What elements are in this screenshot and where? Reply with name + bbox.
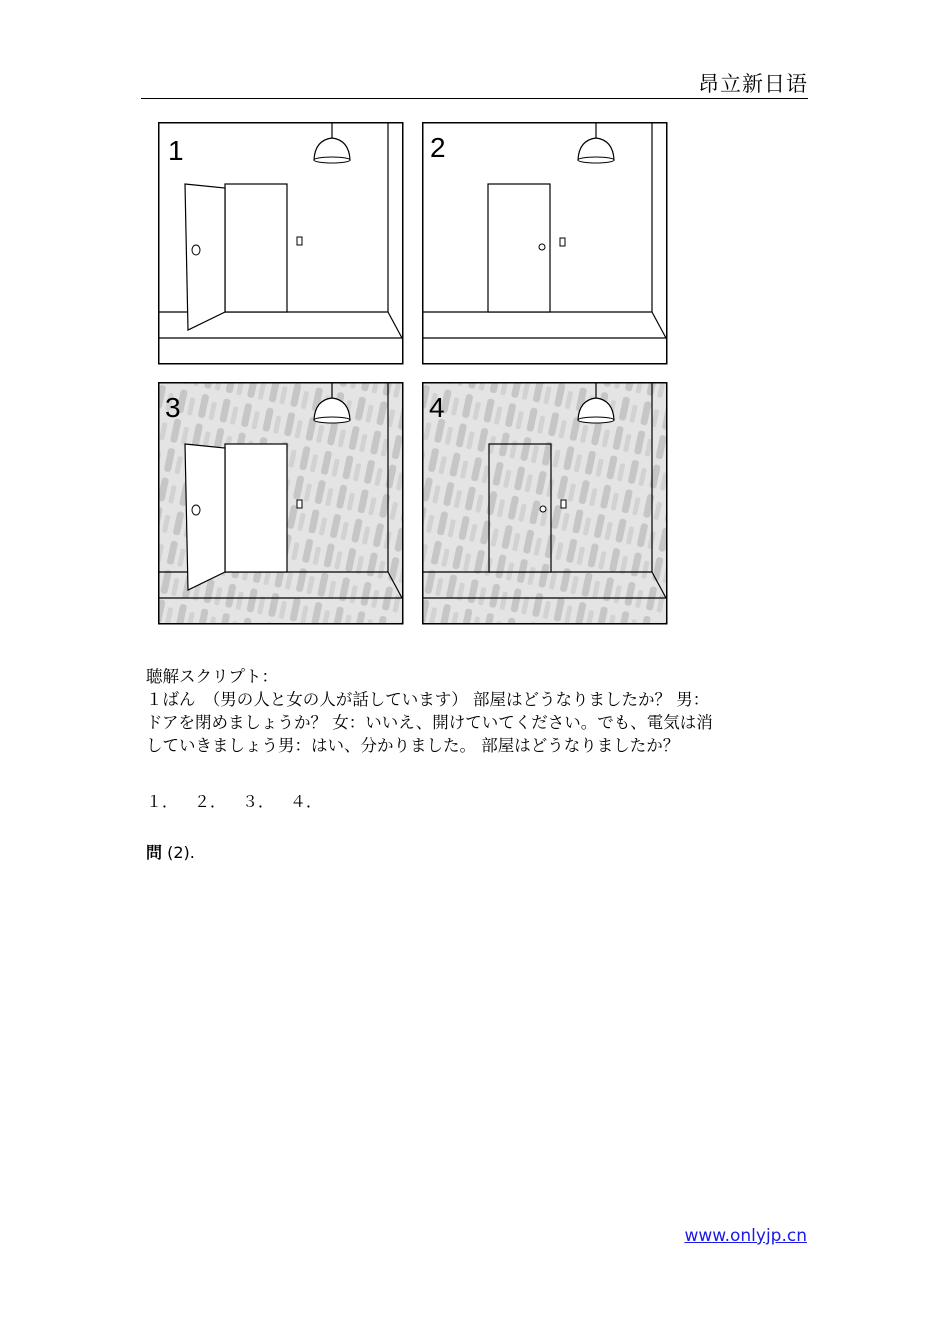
room-illustration-4 [422, 382, 668, 625]
answer-choices [146, 789, 338, 812]
choice-1[interactable]: １． [146, 792, 179, 811]
svg-text:3: 3 [165, 392, 181, 423]
room-illustration-3 [158, 382, 404, 625]
svg-text:1: 1 [168, 135, 184, 166]
panel-number-1 [168, 135, 184, 166]
svg-text:4: 4 [429, 392, 445, 423]
illustration-panel-4 [422, 382, 668, 625]
script-heading: 聴解スクリプト： [146, 667, 278, 686]
choice-3[interactable]: ３． [242, 792, 275, 811]
room-illustration-1 [158, 122, 404, 365]
panel-number-2 [430, 132, 446, 163]
illustration-panel-1 [158, 122, 404, 365]
svg-text:2: 2 [430, 132, 446, 163]
panel-number-3 [165, 392, 181, 423]
question-index: (2). [167, 843, 195, 862]
room-illustration-2 [422, 122, 668, 365]
choice-2[interactable]: ２． [194, 792, 227, 811]
header-rule [141, 98, 808, 99]
script-line-3: していきましょう男：はい、分かりました。 部屋はどうなりましたか？ [146, 736, 680, 755]
script-line-2: ドアを閉めましょうか？ 女：いいえ、開けていてください。でも、電気は消 [146, 713, 713, 732]
script-line-1: １ばん （男の人と女の人が話しています） 部屋はどうなりましたか？ 男： [146, 690, 710, 709]
choice-4[interactable]: ４． [290, 792, 323, 811]
header-title: 昂立新日语 [698, 72, 808, 96]
illustration-panel-3 [158, 382, 404, 625]
question-number [146, 840, 195, 863]
question-label: 問 [146, 843, 163, 862]
illustration-panel-2 [422, 122, 668, 365]
footer-website-link[interactable]: www.onlyjp.cn [684, 1226, 807, 1246]
listening-script [146, 665, 816, 757]
panel-number-4 [429, 392, 445, 423]
